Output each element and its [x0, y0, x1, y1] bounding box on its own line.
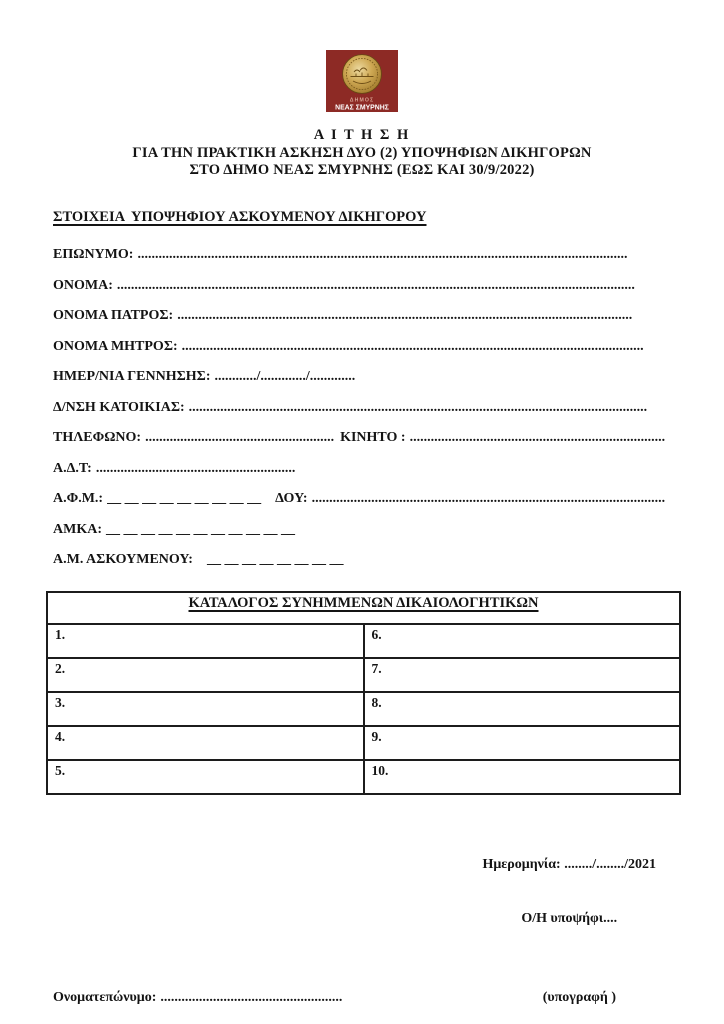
form-body: [53, 210, 677, 1006]
tax-number-label: Α.Φ.Μ.:: [53, 491, 104, 506]
home-address-label: Δ/ΝΣΗ ΚΑΤΟΙΚΙΑΣ:: [53, 399, 185, 415]
signature-label: (υπογραφή ): [542, 990, 616, 1005]
section-heading: ΣΤΟΙΧΕΙΑ ΥΠΟΨΗΦΙΟΥ ΑΣΚΟΥΜΕΝΟΥ ΔΙΚΗΓΟΡΟΥ: [53, 209, 427, 225]
mobile-label: ΚΙΝΗΤΟ :: [340, 430, 406, 445]
surname-label: ΕΠΩΝΥΜΟ:: [53, 247, 134, 262]
application-header: [0, 127, 724, 180]
date-line: Ημερομηνία: ......../......../2021: [482, 857, 656, 872]
trainee-registry-underscore-blank: __ __ __ __ __ __ __ __: [206, 552, 344, 567]
field-home-address: [53, 400, 677, 415]
tax-office-label: ΔΟΥ:: [275, 491, 308, 506]
applicant-line: Ο/Η υποψήφι....: [521, 911, 618, 926]
logo-municipality-small-label: ΔΗΜΟΣ: [349, 97, 375, 104]
trainee-registry-label: Α.Μ. ΑΣΚΟΥΜΕΝΟΥ:: [53, 552, 193, 567]
attachment-cell-5: 5.: [47, 760, 364, 794]
phone-dotted-blank: ......................................................: [145, 430, 335, 445]
father-name-dotted-blank: ..................................................................................................................................: [177, 308, 633, 323]
municipality-logo: [326, 50, 398, 112]
title-deadline-line: ΣΤΟ ΔΗΜΟ ΝΕΑΣ ΣΜΥΡΝΗΣ (ΕΩΣ ΚΑΙ 30/9/2022): [189, 162, 535, 179]
tax-office-dotted-blank: .....................................................................................................: [311, 491, 666, 506]
field-tax-number: [53, 491, 677, 506]
table-row: [47, 624, 680, 658]
table-row: [47, 760, 680, 794]
field-phone-mobile: [53, 430, 677, 445]
application-title: Α Ι Τ Η Σ Η: [313, 127, 411, 143]
attachment-cell-3: 3.: [47, 692, 364, 726]
field-surname: [53, 247, 677, 262]
father-name-label: ΟΝΟΜΑ ΠΑΤΡΟΣ:: [53, 308, 174, 323]
date-signature-block: [482, 820, 656, 964]
fullname-signature-row: [53, 990, 677, 1006]
mobile-dotted-blank: .........................................................................: [409, 430, 666, 445]
tax-number-underscore-blank: __ __ __ __ __ __ __ __ __: [107, 491, 262, 506]
attachments-table-title: ΚΑΤΑΛΟΓΟΣ ΣΥΝΗΜΜΕΝΩΝ ΔΙΚΑΙΟΛΟΓΗΤΙΚΩΝ: [188, 595, 539, 611]
surname-dotted-blank: ............................................................................................................................................: [137, 247, 628, 262]
amka-label: ΑΜΚΑ:: [53, 521, 102, 537]
logo-municipality-name: ΝΕΑΣ ΣΜΥΡΝΗΣ: [335, 104, 389, 112]
mother-name-dotted-blank: ....................................................................................................................................: [181, 338, 644, 354]
phone-label: ΤΗΛΕΦΩΝΟ:: [53, 430, 142, 445]
attachment-cell-4: 4.: [47, 726, 364, 760]
birth-date-dotted-blank: ............/............./.............: [214, 369, 356, 384]
attachment-cell-7: 7.: [364, 658, 681, 692]
field-amka-number: [53, 522, 677, 537]
mother-name-label: ΟΝΟΜΑ ΜΗΤΡΟΣ:: [53, 338, 178, 354]
field-father-name: [53, 308, 677, 323]
firstname-label: ΟΝΟΜΑ:: [53, 277, 113, 293]
attachment-cell-8: 8.: [364, 692, 681, 726]
attachment-cell-9: 9.: [364, 726, 681, 760]
field-mother-name: [53, 339, 677, 354]
fullname-dotted-blank: ....................................................: [160, 990, 343, 1005]
attachments-table: [46, 591, 681, 795]
attachment-cell-6: 6.: [364, 624, 681, 658]
fullname-label: Ονοματεπώνυμο:: [53, 990, 157, 1005]
attachment-cell-2: 2.: [47, 658, 364, 692]
field-firstname: [53, 278, 677, 293]
fullname-line: [53, 990, 342, 1006]
attachments-table-header-row: [47, 592, 680, 624]
id-card-dotted-blank: .........................................................: [95, 460, 296, 476]
home-address-dotted-blank: ...................................................................................................................................: [188, 399, 648, 415]
amka-underscore-blank: __ __ __ __ __ __ __ __ __ __ __: [106, 521, 295, 537]
field-birth-date: [53, 369, 677, 384]
logo-seal-icon: [343, 55, 382, 94]
table-row: [47, 658, 680, 692]
id-card-label: Α.Δ.Τ:: [53, 460, 92, 476]
attachment-cell-1: 1.: [47, 624, 364, 658]
attachments-table-title-cell: [47, 592, 680, 624]
title-subject-line: ΓΙΑ ΤΗΝ ΠΡΑΚΤΙΚΗ ΑΣΚΗΣΗ ΔΥΟ (2) ΥΠΟΨΗΦΙΩΝ ΔΙΚΗΓΟΡΩΝ: [132, 144, 592, 161]
attachment-cell-10: 10.: [364, 760, 681, 794]
table-row: [47, 692, 680, 726]
field-id-card-number: [53, 461, 677, 476]
table-row: [47, 726, 680, 760]
birth-date-label: ΗΜΕΡ/ΝΙΑ ΓΕΝΝΗΣΗΣ:: [53, 369, 211, 384]
field-trainee-registry-number: [53, 552, 677, 567]
firstname-dotted-blank: ....................................................................................................................................................: [116, 277, 635, 293]
